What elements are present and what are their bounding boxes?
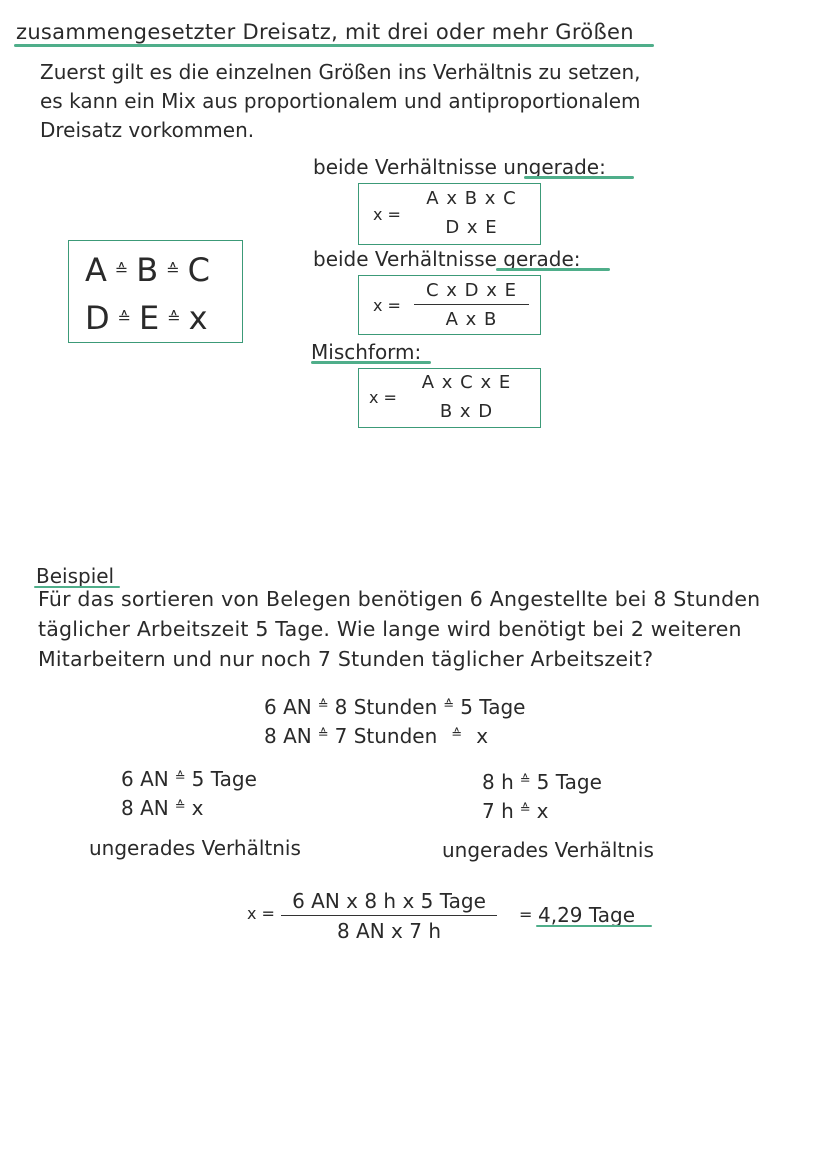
right-pair-row-1 xyxy=(482,770,602,794)
intro-line-3: Dreisatz vorkommen. xyxy=(40,118,255,142)
page-title: zusammengesetzter Dreisatz, mit drei oder mehr Größen xyxy=(16,20,634,44)
corresponds-symbol: ≙ xyxy=(317,698,329,713)
var-d: D xyxy=(85,299,111,337)
case-label-ungerade: beide Verhältnisse ungerade: xyxy=(313,155,606,179)
value: 5 Tage xyxy=(460,695,526,719)
intro-line-1: Zuerst gilt es die einzelnen Größen ins Verhältnis zu setzen, xyxy=(40,60,641,84)
corresponds-symbol: ≙ xyxy=(519,802,531,817)
intro-line-2: es kann ein Mix aus proportionalem und antiproportionalem xyxy=(40,89,641,113)
example-text-1: Für das sortieren von Belegen benötigen 6 Angestellte bei 8 Stunden xyxy=(38,587,761,611)
right-pair-row-2 xyxy=(482,799,549,823)
value: x xyxy=(476,724,489,748)
right-note: ungerades Verhältnis xyxy=(442,838,654,862)
corresponds-symbol: ≙ xyxy=(317,727,329,742)
corresponds-symbol: ≙ xyxy=(174,799,186,814)
var-c: C xyxy=(187,251,211,289)
corresponds-symbol: ≙ xyxy=(167,308,182,327)
corresponds-symbol: ≙ xyxy=(114,260,130,279)
value: 6 AN xyxy=(121,767,169,791)
case-label-mischform: Mischform: xyxy=(311,340,422,364)
result-x: x = xyxy=(247,904,275,923)
corresponds-symbol: ≙ xyxy=(443,698,455,713)
result-equals: = xyxy=(519,905,533,924)
left-note: ungerades Verhältnis xyxy=(89,836,301,860)
result-numerator: 6 AN x 8 h x 5 Tage xyxy=(292,889,486,913)
label-underline xyxy=(311,361,431,364)
example-text-2: täglicher Arbeitszeit 5 Tage. Wie lange wird benötigt bei 2 weiteren xyxy=(38,617,742,641)
value: 8 h xyxy=(482,770,514,794)
result-answer: 4,29 Tage xyxy=(538,903,636,927)
corresponds-symbol: ≙ xyxy=(117,308,133,327)
case-label-gerade: beide Verhältnisse gerade: xyxy=(313,247,581,271)
variable-box xyxy=(68,240,243,343)
setup-row-2 xyxy=(264,724,488,748)
variable-row-2 xyxy=(85,299,209,337)
label-underline xyxy=(524,176,634,179)
corresponds-symbol: ≙ xyxy=(166,260,181,279)
formula-numerator: A x C x E xyxy=(421,372,512,393)
formula-box-ungerade xyxy=(358,183,541,245)
left-pair-row-2 xyxy=(121,796,203,820)
example-text-3: Mitarbeitern und nur noch 7 Stunden täglicher Arbeitszeit? xyxy=(38,647,654,671)
label-underline xyxy=(496,268,610,271)
corresponds-symbol: ≙ xyxy=(519,773,531,788)
value: 8 AN xyxy=(264,724,312,748)
formula-box-mischform xyxy=(358,368,541,428)
formula-box-gerade xyxy=(358,275,541,335)
value: 5 Tage xyxy=(191,767,257,791)
variable-row-1 xyxy=(85,251,211,289)
setup-row-1 xyxy=(264,695,525,719)
left-pair-row-1 xyxy=(121,767,257,791)
example-heading: Beispiel xyxy=(36,564,115,588)
result-underline xyxy=(536,925,652,927)
formula-x: x = xyxy=(373,205,401,224)
value: 7 h xyxy=(482,799,514,823)
formula-denominator: D x E xyxy=(445,217,498,238)
value: 7 Stunden xyxy=(334,724,438,748)
formula-numerator: C x D x E xyxy=(426,280,517,301)
value: x xyxy=(536,799,549,823)
corresponds-symbol: ≙ xyxy=(174,770,186,785)
var-b: B xyxy=(136,251,160,289)
var-a: A xyxy=(85,251,108,289)
value: 5 Tage xyxy=(536,770,602,794)
value: 8 Stunden xyxy=(334,695,438,719)
title-underline xyxy=(14,44,654,47)
result-fraction-bar xyxy=(281,915,497,916)
formula-numerator: A x B x C xyxy=(426,188,517,209)
fraction-bar xyxy=(414,304,529,305)
value: x xyxy=(191,796,204,820)
formula-denominator: A x B xyxy=(445,309,498,330)
formula-x: x = xyxy=(369,388,397,407)
var-e: E xyxy=(139,299,161,337)
value: 6 AN xyxy=(264,695,312,719)
corresponds-symbol: ≙ xyxy=(451,727,463,742)
value: 8 AN xyxy=(121,796,169,820)
var-x: x xyxy=(188,299,209,337)
result-denominator: 8 AN x 7 h xyxy=(336,919,442,943)
formula-denominator: B x D xyxy=(439,401,494,422)
formula-x: x = xyxy=(373,296,401,315)
